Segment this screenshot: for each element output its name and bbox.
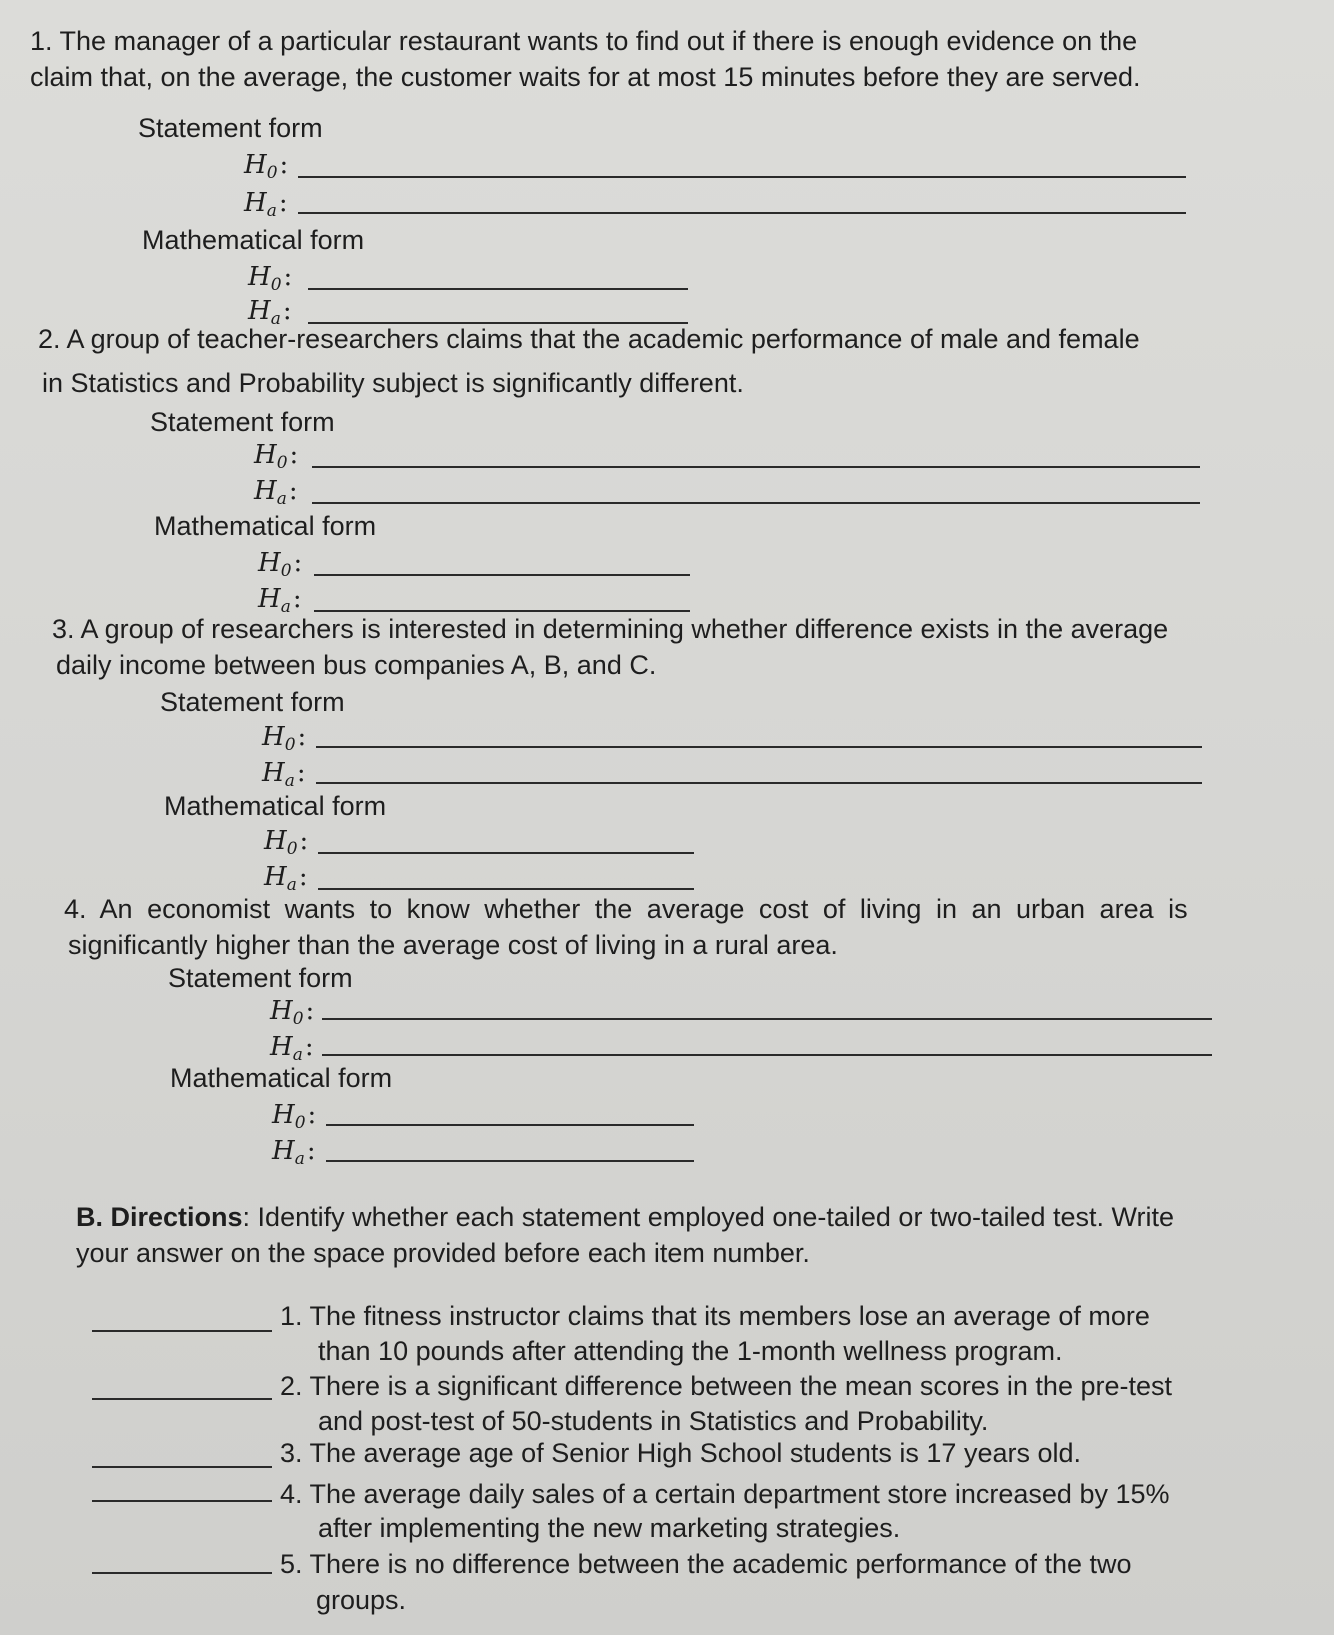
ha-math-blank[interactable]: [326, 1160, 694, 1162]
h0-statement-blank[interactable]: [322, 1018, 1212, 1020]
h0-label: $H_0$:: [258, 548, 303, 581]
section-b-item-4-cont: after implementing the new marketing strategies.: [318, 1513, 901, 1543]
ha-label: $H_a$:: [262, 758, 306, 791]
question-1-line-2: claim that, on the average, the customer waits for at most 15 minutes before they are served.: [30, 62, 1141, 92]
statement-form-label: Statement form: [168, 963, 353, 993]
mathematical-form-label: Mathematical form: [154, 511, 377, 541]
h0-label: $H_0$:: [248, 262, 293, 295]
h0-statement-blank[interactable]: [298, 176, 1186, 178]
question-4-line-1: [64, 892, 1188, 927]
question-number: 4.: [64, 894, 87, 924]
ha-statement-blank[interactable]: [312, 502, 1200, 504]
mathematical-form-label: Mathematical form: [170, 1063, 393, 1093]
section-b-item-2-cont: and post-test of 50-students in Statistics and Probability.: [318, 1406, 989, 1436]
section-b-directions-line-1: [76, 1200, 1174, 1235]
answer-blank-5[interactable]: [92, 1572, 272, 1574]
section-b-item-3: 3. The average age of Senior High School students is 17 years old.: [280, 1438, 1081, 1468]
h0-statement-blank[interactable]: [316, 746, 1202, 748]
directions-text: : Identify whether each statement employed one-tailed or two-tailed test. Write: [242, 1202, 1175, 1232]
question-text: A group of teacher-researchers claims that the academic performance of male and female: [66, 324, 1140, 354]
section-b-item-2: 2. There is a significant difference between the mean scores in the pre-test: [280, 1371, 1173, 1401]
h0-label: $H_0$:: [254, 440, 299, 473]
h0-label: $H_0$:: [264, 826, 309, 859]
h0-label: $H_0$:: [270, 996, 315, 1029]
statement-form-label: Statement form: [138, 113, 323, 143]
statement-form-label: Statement form: [150, 407, 335, 437]
question-number: 3.: [52, 614, 75, 644]
section-b-item-5-cont: groups.: [316, 1585, 407, 1615]
ha-label: $H_a$:: [244, 188, 288, 221]
question-text: A group of researchers is interested in determining whether difference exists in the average: [80, 614, 1169, 644]
ha-math-blank[interactable]: [318, 888, 694, 890]
question-3-line-1: [52, 612, 1168, 647]
section-b-item-1: 1. The fitness instructor claims that its members lose an average of more: [280, 1301, 1150, 1331]
h0-statement-blank[interactable]: [312, 466, 1200, 468]
ha-statement-blank[interactable]: [322, 1054, 1212, 1056]
h0-label: $H_0$:: [272, 1100, 317, 1133]
h0-math-blank[interactable]: [326, 1124, 694, 1126]
ha-statement-blank[interactable]: [298, 212, 1186, 214]
h0-math-blank[interactable]: [314, 574, 690, 576]
mathematical-form-label: Mathematical form: [142, 225, 365, 255]
ha-statement-blank[interactable]: [316, 782, 1202, 784]
question-text: An economist wants to know whether the average cost of living in an urban area is: [99, 894, 1188, 924]
h0-label: $H_0$:: [262, 722, 307, 755]
answer-blank-1[interactable]: [92, 1330, 272, 1332]
h0-label: $H_0$:: [244, 150, 289, 183]
section-b-item-4: 4. The average daily sales of a certain department store increased by 15%: [280, 1479, 1170, 1509]
section-b-item-1-cont: than 10 pounds after attending the 1-month wellness program.: [318, 1336, 1063, 1366]
ha-label: $H_a$:: [254, 476, 298, 509]
h0-math-blank[interactable]: [308, 288, 688, 290]
answer-blank-4[interactable]: [92, 1500, 272, 1502]
ha-label: $H_a$:: [264, 862, 308, 895]
question-4-line-2: significantly higher than the average cost of living in a rural area.: [68, 930, 838, 960]
question-3-line-2: daily income between bus companies A, B, and C.: [56, 650, 657, 680]
section-b-directions-line-2: your answer on the space provided before each item number.: [76, 1238, 810, 1268]
section-b-item-5: 5. There is no difference between the academic performance of the two: [280, 1549, 1132, 1579]
question-2-line-2: in Statistics and Probability subject is significantly different.: [42, 368, 744, 398]
answer-blank-2[interactable]: [92, 1398, 272, 1400]
ha-label: $H_a$:: [248, 296, 292, 329]
question-number: 1.: [30, 26, 53, 56]
question-2-line-1: [38, 322, 1140, 357]
statement-form-label: Statement form: [160, 687, 345, 717]
h0-math-blank[interactable]: [318, 852, 694, 854]
question-1-line-1: [30, 24, 1137, 59]
ha-label: $H_a$:: [258, 584, 302, 617]
mathematical-form-label: Mathematical form: [164, 791, 387, 821]
section-b-heading: B. Directions: [76, 1202, 243, 1232]
question-number: 2.: [38, 324, 61, 354]
ha-label: $H_a$:: [270, 1032, 314, 1065]
answer-blank-3[interactable]: [92, 1466, 272, 1468]
ha-label: $H_a$:: [272, 1136, 316, 1169]
question-text: The manager of a particular restaurant wants to find out if there is enough evidence on the: [59, 26, 1138, 56]
